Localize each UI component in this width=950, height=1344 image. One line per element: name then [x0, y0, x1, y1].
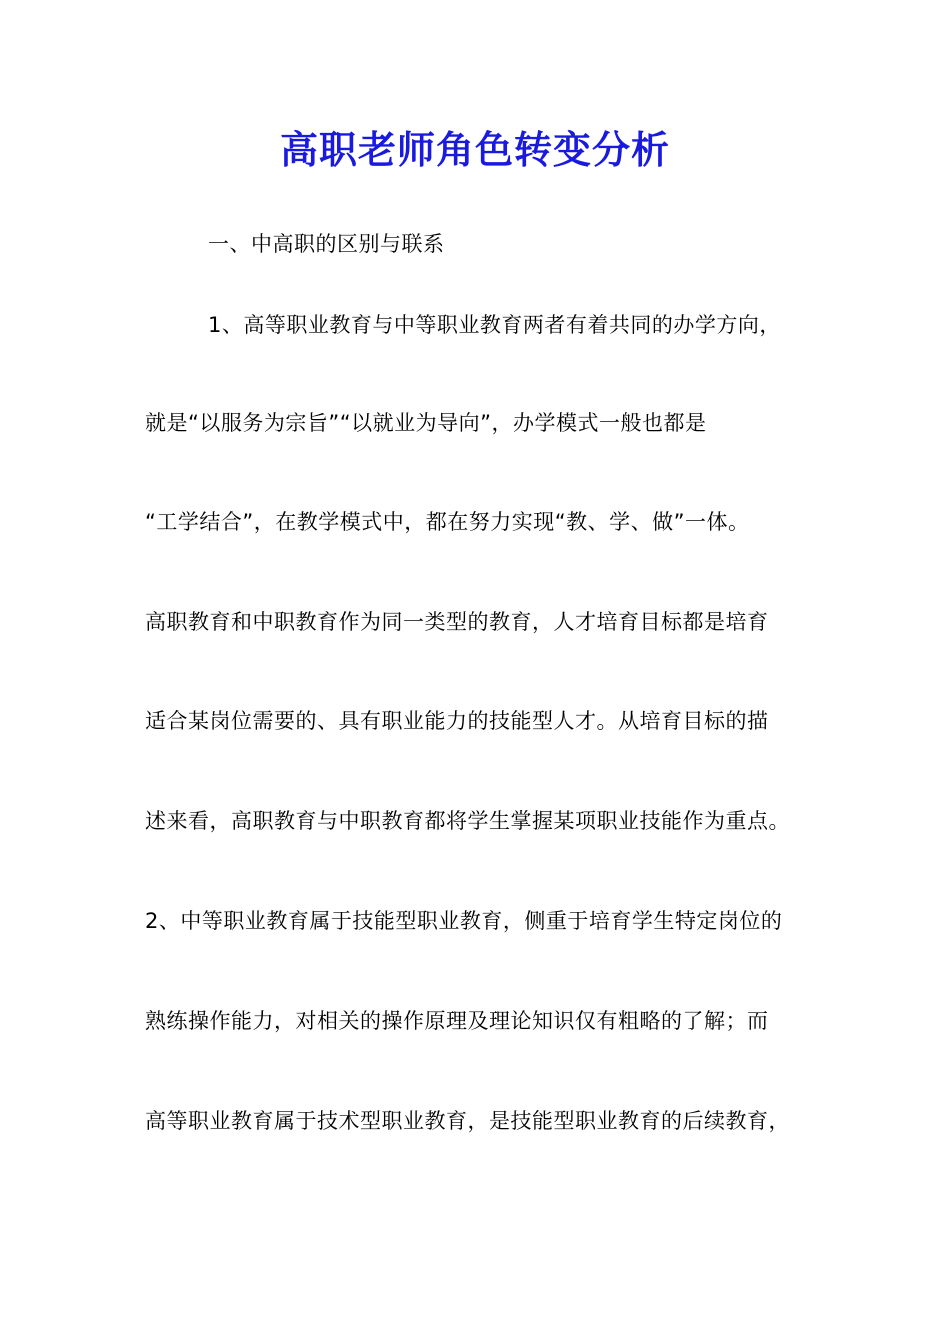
section-heading: 一、中高职的区别与联系 [208, 232, 445, 256]
paragraph-line: “工学结合”，在教学模式中，都在努力实现“教、学、做”一体。 [145, 510, 750, 534]
paragraph-line: 就是“以服务为宗旨”“以就业为导向”，办学模式一般也都是 [145, 411, 707, 435]
paragraph-line: 高职教育和中职教育作为同一类型的教育，人才培育目标都是培育 [145, 610, 769, 634]
paragraph-line: 高等职业教育属于技术型职业教育，是技能型职业教育的后续教育， [145, 1109, 790, 1133]
paragraph-line: 熟练操作能力，对相关的操作原理及理论知识仅有粗略的了解；而 [145, 1009, 769, 1033]
paragraph-line: 2、中等职业教育属于技能型职业教育，侧重于培育学生特定岗位的 [145, 909, 783, 933]
paragraph-line: 适合某岗位需要的、具有职业能力的技能型人才。从培育目标的描 [145, 709, 769, 733]
paragraph-line: 1、高等职业教育与中等职业教育两者有着共同的办学方向， [208, 313, 781, 337]
document-title: 高职老师角色转变分析 [279, 127, 670, 172]
paragraph-line: 述来看，高职教育与中职教育都将学生掌握某项职业技能作为重点。 [145, 809, 790, 833]
